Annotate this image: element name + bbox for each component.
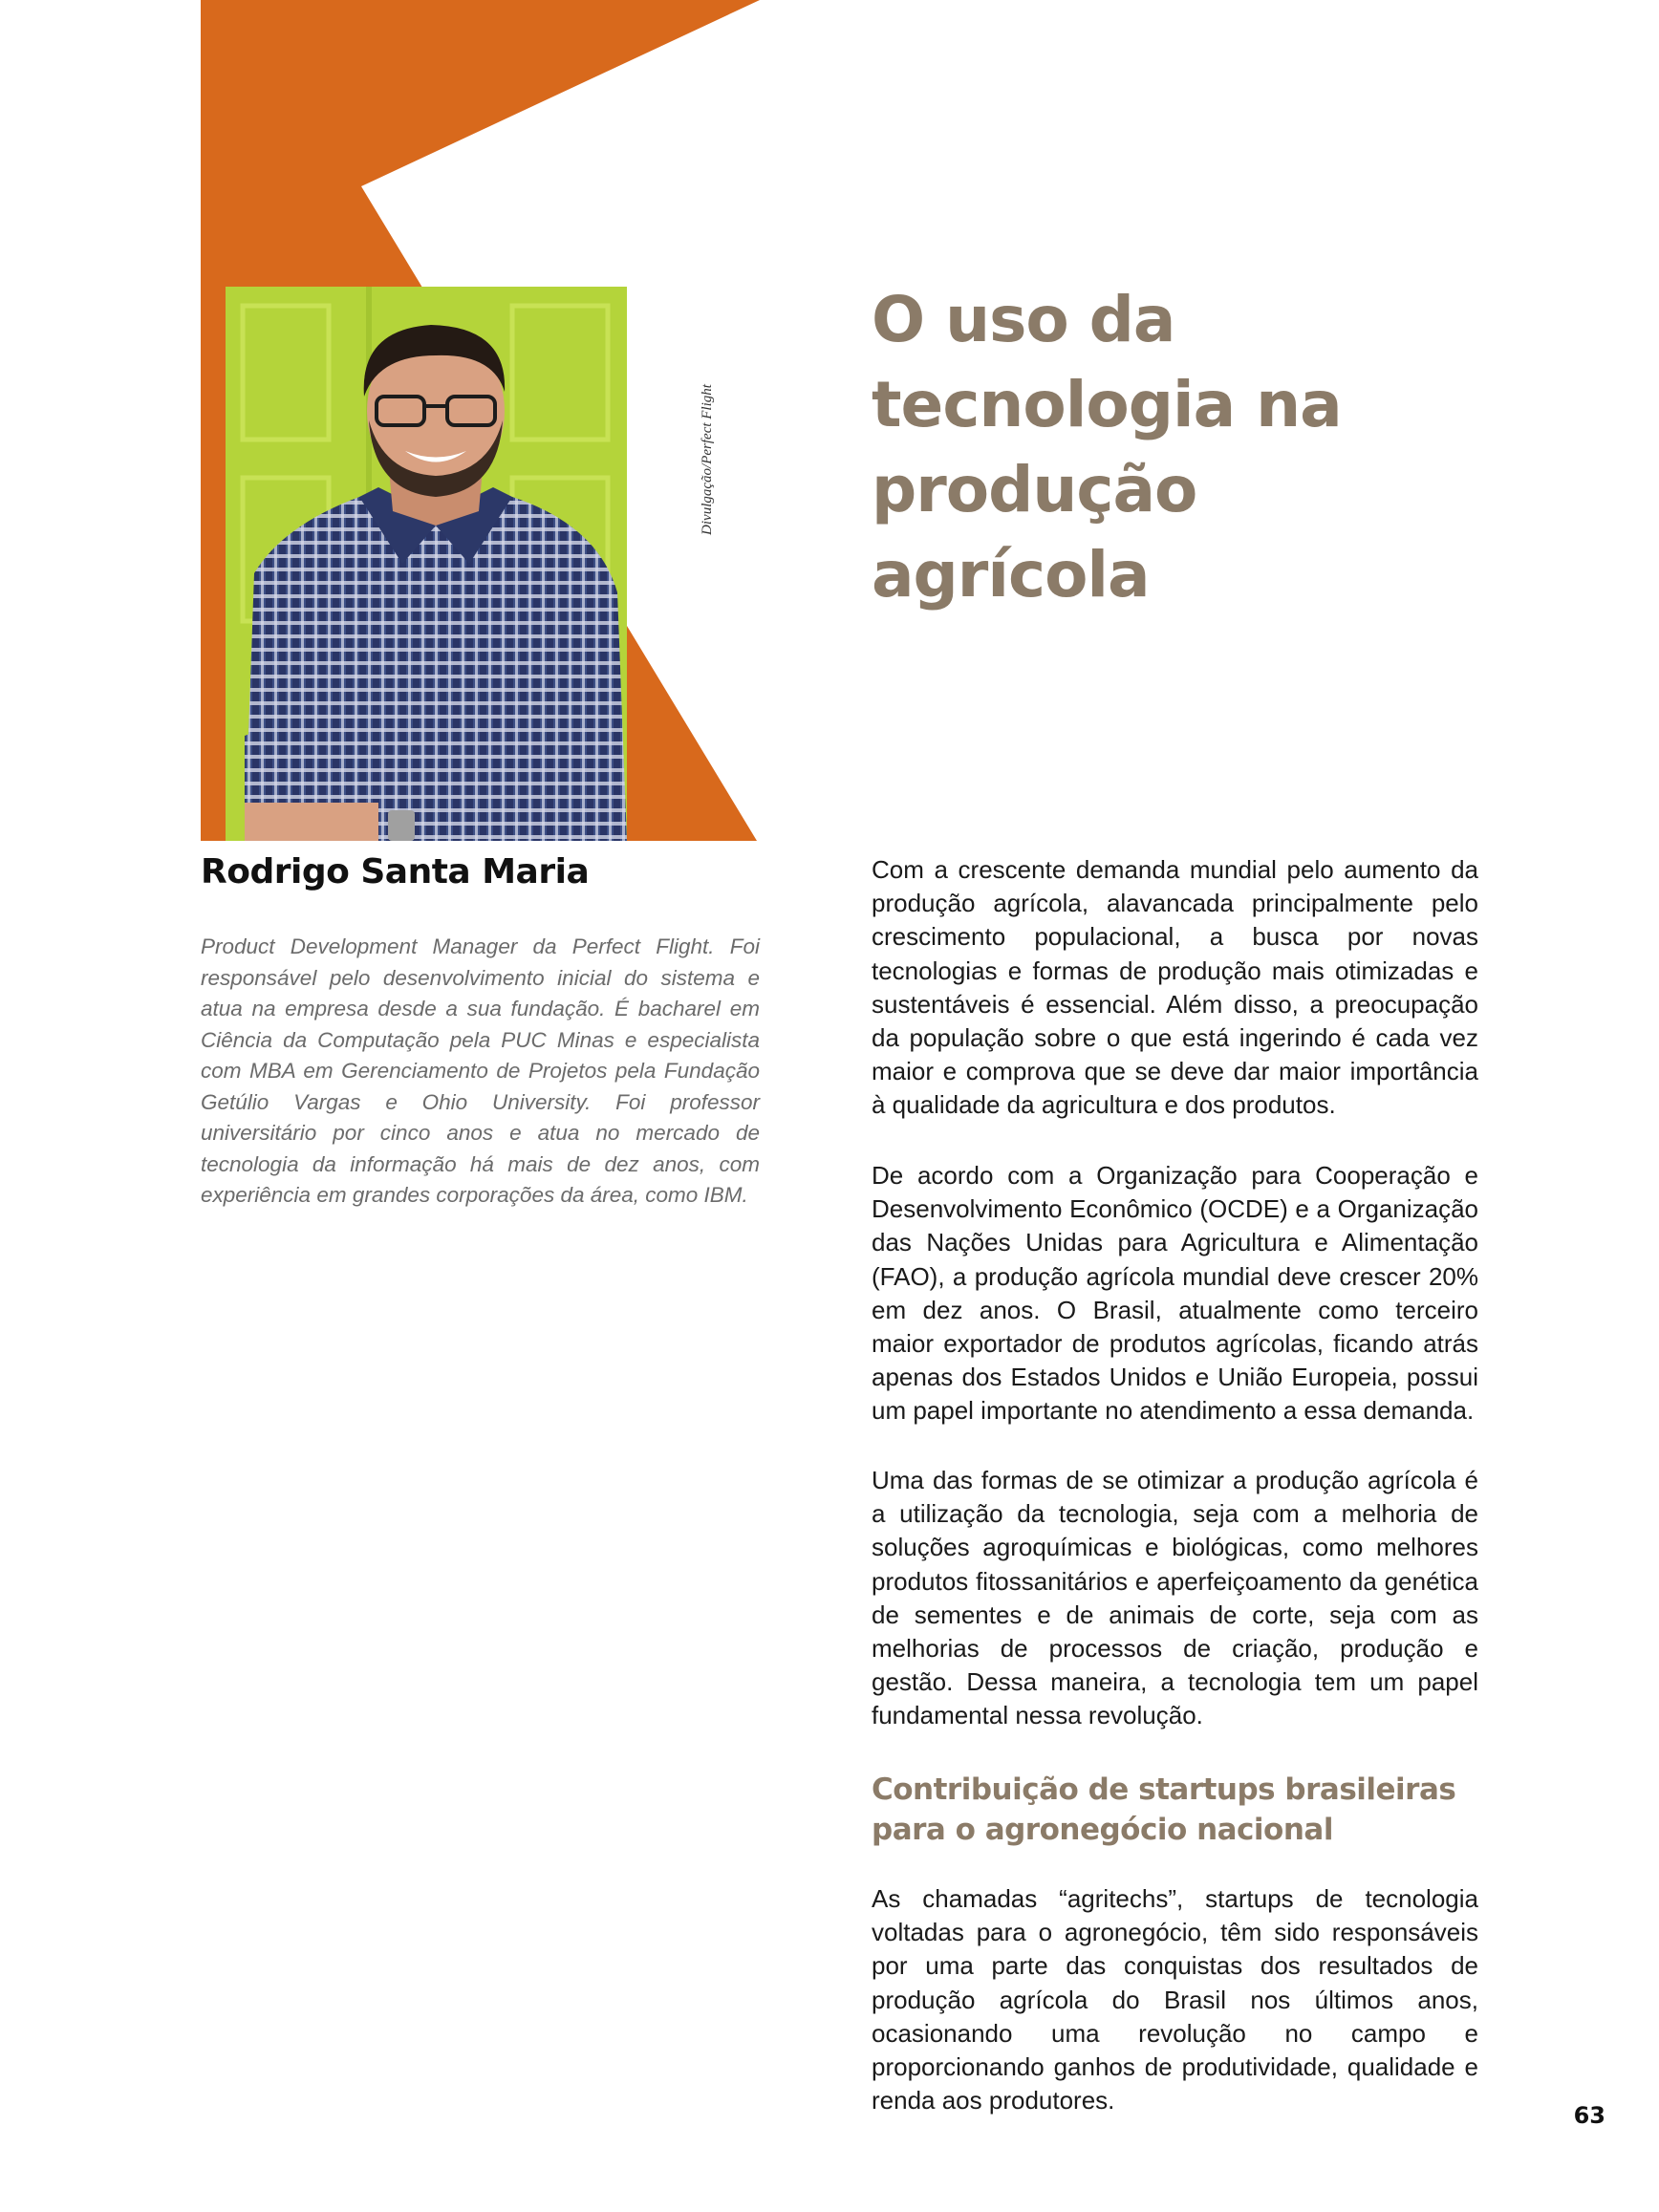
page-number: 63	[1573, 2102, 1605, 2129]
photo-credit: Divulgação/Perfect Flight	[700, 384, 715, 535]
body-paragraph-1: Com a crescente demanda mundial pelo aumento da produção agrícola, alavancada principalmente pelo crescimento populacional, a busca por novas tecnologias e formas de produção mais otimizadas e sustentáveis é essencial. Além disso, a preocupação da população sobre o que está ingerindo é cada vez maior e comprova que se deve dar maior importância à qualidade da agricultura e dos produtos.	[872, 855, 1478, 1120]
section-subheading: Contribuição de startups brasileiras para o agronegócio nacional	[872, 1772, 1456, 1847]
author-bio: Product Development Manager da Perfect Flight. Foi responsável pelo desenvolvimento inicial do sistema e atua na empresa desde a sua fundação. É bacharel em Ciência da Computação pela PUC Minas e especialista com MBA em Gerenciamento de Projetos pela Fundação Getúlio Vargas e Ohio University. Foi professor universitário por cinco anos e atua no mercado de tecnologia da informação há mais de dez anos, com experiência em grandes corporações da área, como IBM.	[201, 934, 760, 1207]
body-paragraph-4: As chamadas “agritechs”, startups de tecnologia voltadas para o agronegócio, têm sido responsáveis por uma parte das conquistas dos resultados de produção agrícola do Brasil nos últimos anos, ocasionando uma revolução no campo e proporcionando ganhos de produtividade, qualidade e renda aos produtores.	[872, 1884, 1478, 2115]
author-portrait-photo	[226, 287, 627, 841]
body-paragraph-3: Uma das formas de se otimizar a produção agrícola é a utilização da tecnologia, seja com a melhoria de soluções agroquímicas e biológicas, como melhores produtos fitossanitários e aperfeiçoamento da genética de sementes e de animais de corte, seja com as melhorias de processos de criação, produção e gestão. Dessa maneira, a tecnologia tem um papel fundamental nessa revolução.	[872, 1466, 1478, 1730]
article-title: O uso da tecnologia na produção agrícola	[872, 283, 1342, 612]
body-paragraph-2: De acordo com a Organização para Cooperação e Desenvolvimento Econômico (OCDE) e a Organização das Nações Unidas para Agricultura e Alimentação (FAO), a produção agrícola mundial deve crescer 20% em dez anos. O Brasil, atualmente como terceiro maior exportador de produtos agrícolas, ficando atrás apenas dos Estados Unidos e União Europeia, possui um papel importante no atendimento a essa demanda.	[872, 1161, 1478, 1426]
author-name: Rodrigo Santa Maria	[201, 852, 590, 891]
